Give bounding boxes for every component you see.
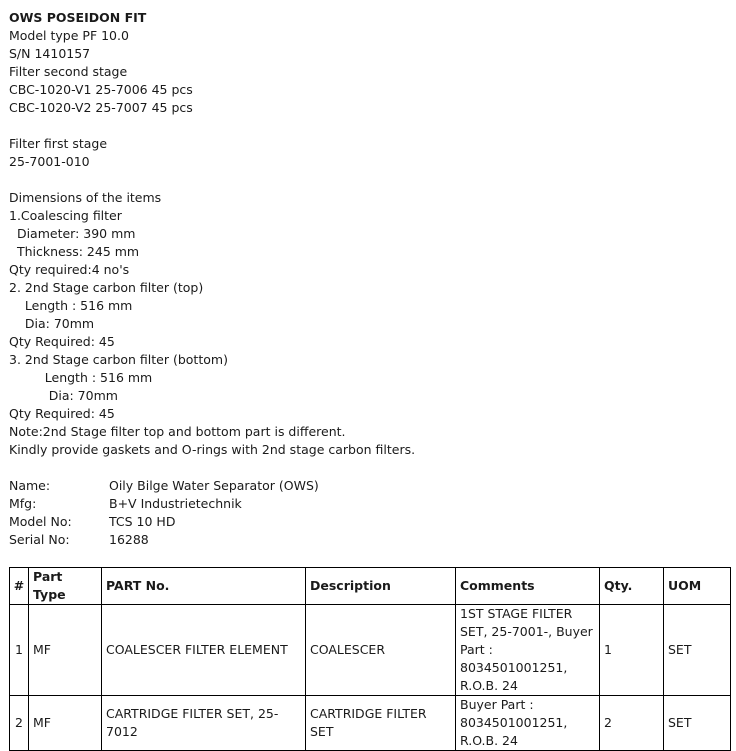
col-header-number: #: [10, 568, 29, 605]
equipment-row: [9, 477, 729, 495]
col-header-uom: UOM: [664, 568, 731, 605]
dimension-line: Qty required:4 no's: [9, 262, 130, 277]
dimension-line: Dia: 70mm: [9, 388, 118, 403]
equipment-row: [9, 495, 729, 513]
model-type: Model type PF 10.0: [9, 28, 129, 43]
dimension-line: 2. 2nd Stage carbon filter (top): [9, 280, 204, 295]
cell-comments: Buyer Part : 8034501001251, R.O.B. 24: [456, 696, 600, 751]
col-header-part-no: PART No.: [102, 568, 306, 605]
cell-part-no: COALESCER FILTER ELEMENT: [102, 605, 306, 696]
equipment-label: Name:: [9, 478, 51, 493]
filter-v1: CBC-1020-V1 25-7006 45 pcs: [9, 82, 193, 97]
equipment-value: Oily Bilge Water Separator (OWS): [109, 478, 319, 493]
cell-uom: SET: [664, 696, 731, 751]
table-row: [10, 605, 731, 696]
cell-description: CARTRIDGE FILTER SET: [306, 696, 456, 751]
cell-qty: 1: [600, 605, 664, 696]
cell-number: 2: [10, 696, 29, 751]
equipment-value: B+V Industrietechnik: [109, 496, 242, 511]
equipment-info: [9, 477, 729, 549]
spacer: [9, 117, 729, 135]
col-header-qty: Qty.: [600, 568, 664, 605]
filter-second-stage-label: Filter second stage: [9, 64, 128, 79]
dimension-line: Length : 516 mm: [9, 370, 153, 385]
spacer: [9, 171, 729, 189]
table-header-row: [10, 568, 731, 605]
dimension-line: Qty Required: 45: [9, 406, 115, 421]
filter-first-stage-code: 25-7001-010: [9, 154, 90, 169]
col-header-comments: Comments: [456, 568, 600, 605]
filter-v2: CBC-1020-V2 25-7007 45 pcs: [9, 100, 193, 115]
dimension-line: Dia: 70mm: [9, 316, 95, 331]
cell-part-type: MF: [29, 696, 102, 751]
equipment-row: [9, 513, 729, 531]
dimension-line: Thickness: 245 mm: [9, 244, 140, 259]
cell-uom: SET: [664, 605, 731, 696]
serial-number: S/N 1410157: [9, 46, 91, 61]
note-line: Note:2nd Stage filter top and bottom part is different.: [9, 424, 346, 439]
note-line: Kindly provide gaskets and O-rings with 2nd stage carbon filters.: [9, 442, 416, 457]
equipment-value: TCS 10 HD: [109, 514, 176, 529]
dimension-line: 1.Coalescing filter: [9, 208, 122, 223]
equipment-row: [9, 531, 729, 549]
equipment-label: Model No:: [9, 514, 72, 529]
filter-first-stage-label: Filter first stage: [9, 136, 108, 151]
spacer: [9, 459, 729, 477]
col-header-description: Description: [306, 568, 456, 605]
equipment-label: Serial No:: [9, 532, 70, 547]
col-header-part-type: Part Type: [29, 568, 102, 605]
dimension-line: Qty Required: 45: [9, 334, 115, 349]
dimensions-heading: Dimensions of the items: [9, 190, 162, 205]
document-body: [9, 9, 729, 549]
cell-number: 1: [10, 605, 29, 696]
document-title: OWS POSEIDON FIT: [9, 10, 147, 25]
dimension-line: Length : 516 mm: [9, 298, 133, 313]
equipment-value: 16288: [109, 532, 149, 547]
cell-description: COALESCER: [306, 605, 456, 696]
parts-table: [9, 567, 731, 751]
cell-qty: 2: [600, 696, 664, 751]
cell-comments: 1ST STAGE FILTER SET, 25-7001-, Buyer Part : 8034501001251, R.O.B. 24: [456, 605, 600, 696]
dimension-line: Diameter: 390 mm: [9, 226, 136, 241]
dimensions-list: [9, 207, 729, 459]
table-row: [10, 696, 731, 751]
cell-part-no: CARTRIDGE FILTER SET, 25-7012: [102, 696, 306, 751]
equipment-label: Mfg:: [9, 496, 37, 511]
cell-part-type: MF: [29, 605, 102, 696]
dimension-line: 3. 2nd Stage carbon filter (bottom): [9, 352, 228, 367]
